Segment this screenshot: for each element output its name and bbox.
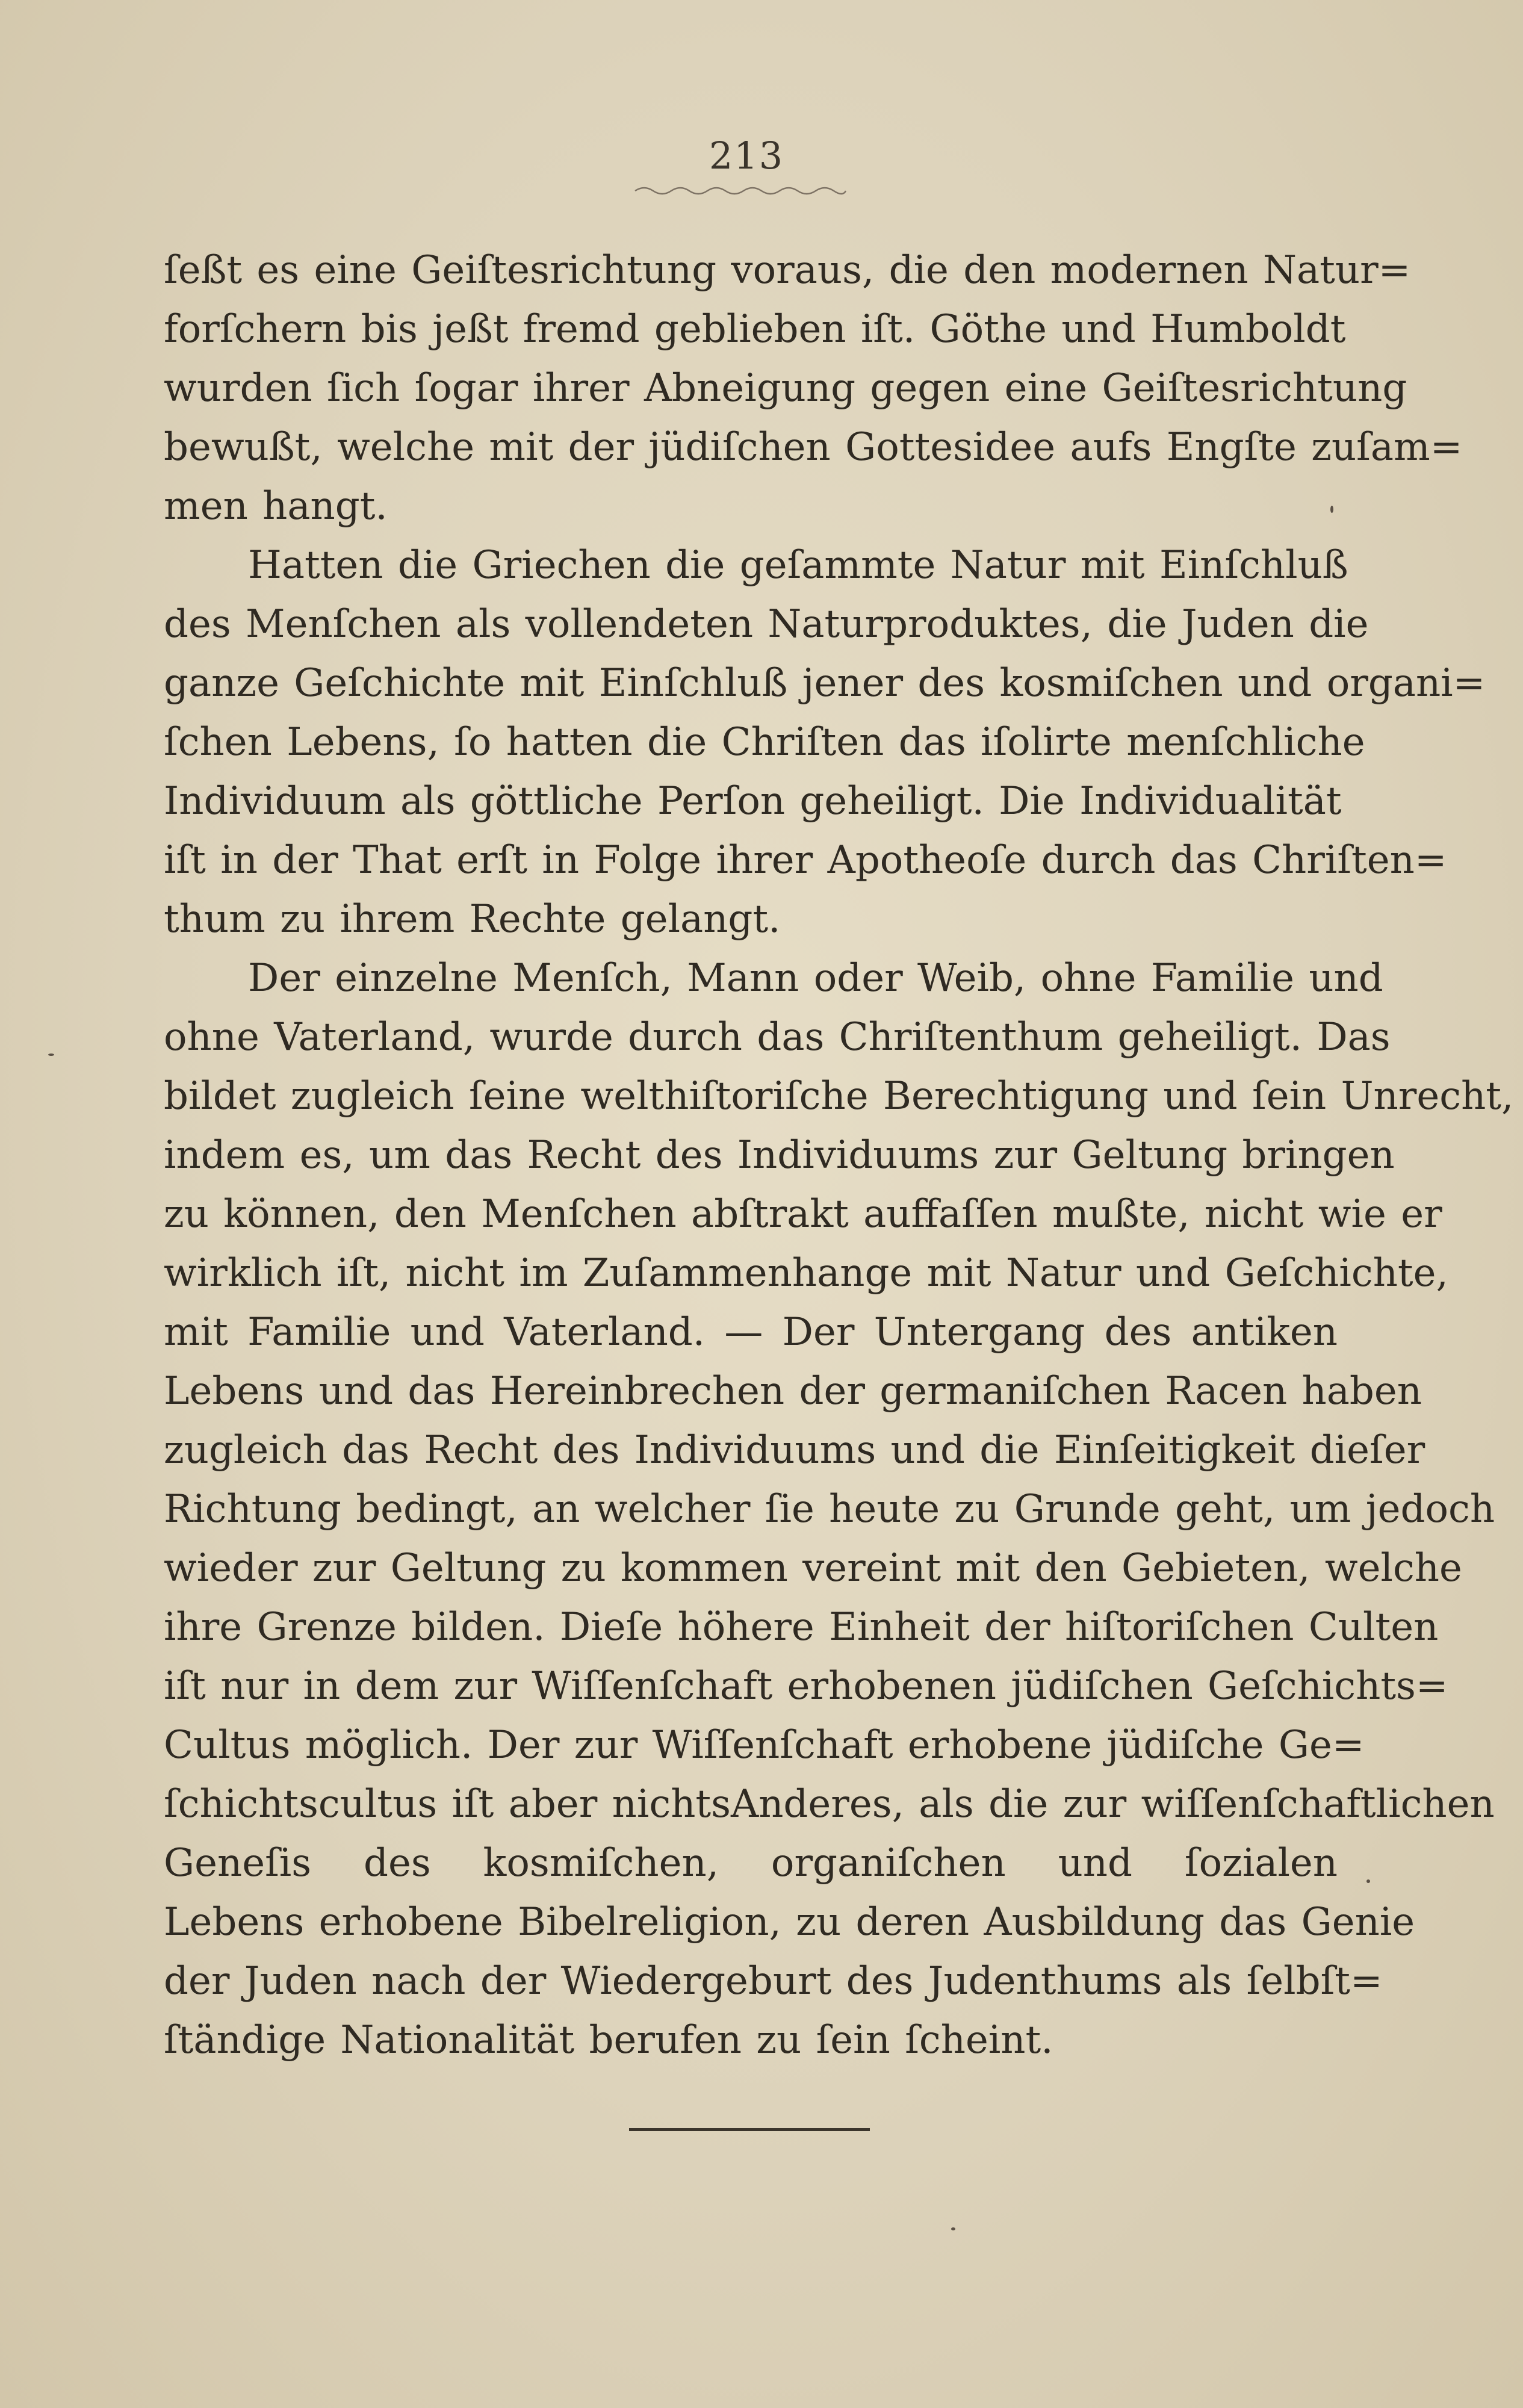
- text-line: men hangt.: [164, 484, 388, 529]
- text-line: Individuum als göttliche Perſon geheiligt. Die Individualität: [164, 779, 1342, 824]
- paper-speck: [951, 2227, 955, 2230]
- paper-speck: [1330, 506, 1333, 513]
- text-line: bewußt, welche mit der jüdiſchen Gottesidee aufs Engſte zuſam=: [164, 425, 1463, 470]
- text-line: iſt in der That erſt in Folge ihrer Apotheoſe durch das Chriſten=: [164, 838, 1447, 883]
- end-rule: [629, 2128, 870, 2131]
- text-line: des Menſchen als vollendeten Naturproduktes, die Juden die: [164, 602, 1369, 647]
- text-line: Lebens und das Hereinbrechen der germaniſchen Racen haben: [164, 1369, 1422, 1413]
- text-line: ſchichtscultus iſt aber nichtsAnderes, als die zur wiſſenſchaftlichen: [164, 1782, 1495, 1826]
- text-line: ſtändige Nationalität berufen zu ſein ſcheint.: [164, 2018, 1053, 2062]
- text-line: wurden ſich ſogar ihrer Abneigung gegen eine Geiſtesrichtung: [164, 366, 1407, 411]
- text-line: wirklich iſt, nicht im Zuſammenhange mit Natur und Geſchichte,: [164, 1251, 1448, 1296]
- text-line: wieder zur Geltung zu kommen vereint mit den Gebieten, welche: [164, 1546, 1462, 1590]
- text-line: Der einzelne Menſch, Mann oder Weib, ohne Familie und: [248, 956, 1383, 1001]
- text-line: zugleich das Recht des Individuums und die Einſeitigkeit dieſer: [164, 1428, 1425, 1472]
- text-line: Richtung bedingt, an welcher ſie heute zu Grunde geht, um jedoch: [164, 1487, 1495, 1531]
- text-line: mit Familie und Vaterland. — Der Untergang des antiken: [164, 1310, 1338, 1354]
- text-line: ganze Geſchichte mit Einſchluß jener des kosmiſchen und organi=: [164, 661, 1486, 706]
- text-line: ohne Vaterland, wurde durch das Chriſtenthum geheiligt. Das: [164, 1015, 1391, 1060]
- text-line: der Juden nach der Wiedergeburt des Judenthums als ſelbſt=: [164, 1959, 1383, 2003]
- text-line: Hatten die Griechen die geſammte Natur mit Einſchluß: [248, 543, 1348, 588]
- text-line: Lebens erhobene Bibelreligion, zu deren Ausbildung das Genie: [164, 1900, 1415, 1944]
- text-line: zu können, den Menſchen abſtrakt auffaſſen mußte, nicht wie er: [164, 1192, 1442, 1237]
- text-line: ihre Grenze bilden. Dieſe höhere Einheit der hiſtoriſchen Culten: [164, 1605, 1439, 1649]
- text-line: Geneſis des kosmiſchen, organiſchen und ſozialen: [164, 1841, 1338, 1885]
- page-number: 213: [709, 134, 784, 178]
- text-line: bildet zugleich ſeine welthiſtoriſche Berechtigung und ſein Unrecht,: [164, 1074, 1514, 1119]
- text-line: thum zu ihrem Rechte gelangt.: [164, 897, 781, 942]
- text-line: Cultus möglich. Der zur Wiſſenſchaft erhobene jüdiſche Ge=: [164, 1723, 1365, 1767]
- text-line: ſchen Lebens, ſo hatten die Chriſten das iſolirte menſchliche: [164, 720, 1365, 765]
- text-line: ſeßt es eine Geiſtesrichtung voraus, die den modernen Natur=: [164, 248, 1411, 293]
- text-line: indem es, um das Recht des Individuums zur Geltung bringen: [164, 1133, 1395, 1178]
- paper-speck: [1366, 1879, 1370, 1883]
- text-line: iſt nur in dem zur Wiſſenſchaft erhobenen jüdiſchen Geſchichts=: [164, 1664, 1448, 1708]
- paper-speck: [48, 1054, 54, 1056]
- body-text: [164, 241, 1514, 2070]
- text-line: forſchern bis jeßt fremd geblieben iſt. Göthe und Humboldt: [164, 307, 1346, 352]
- ornament-divider: [632, 184, 849, 197]
